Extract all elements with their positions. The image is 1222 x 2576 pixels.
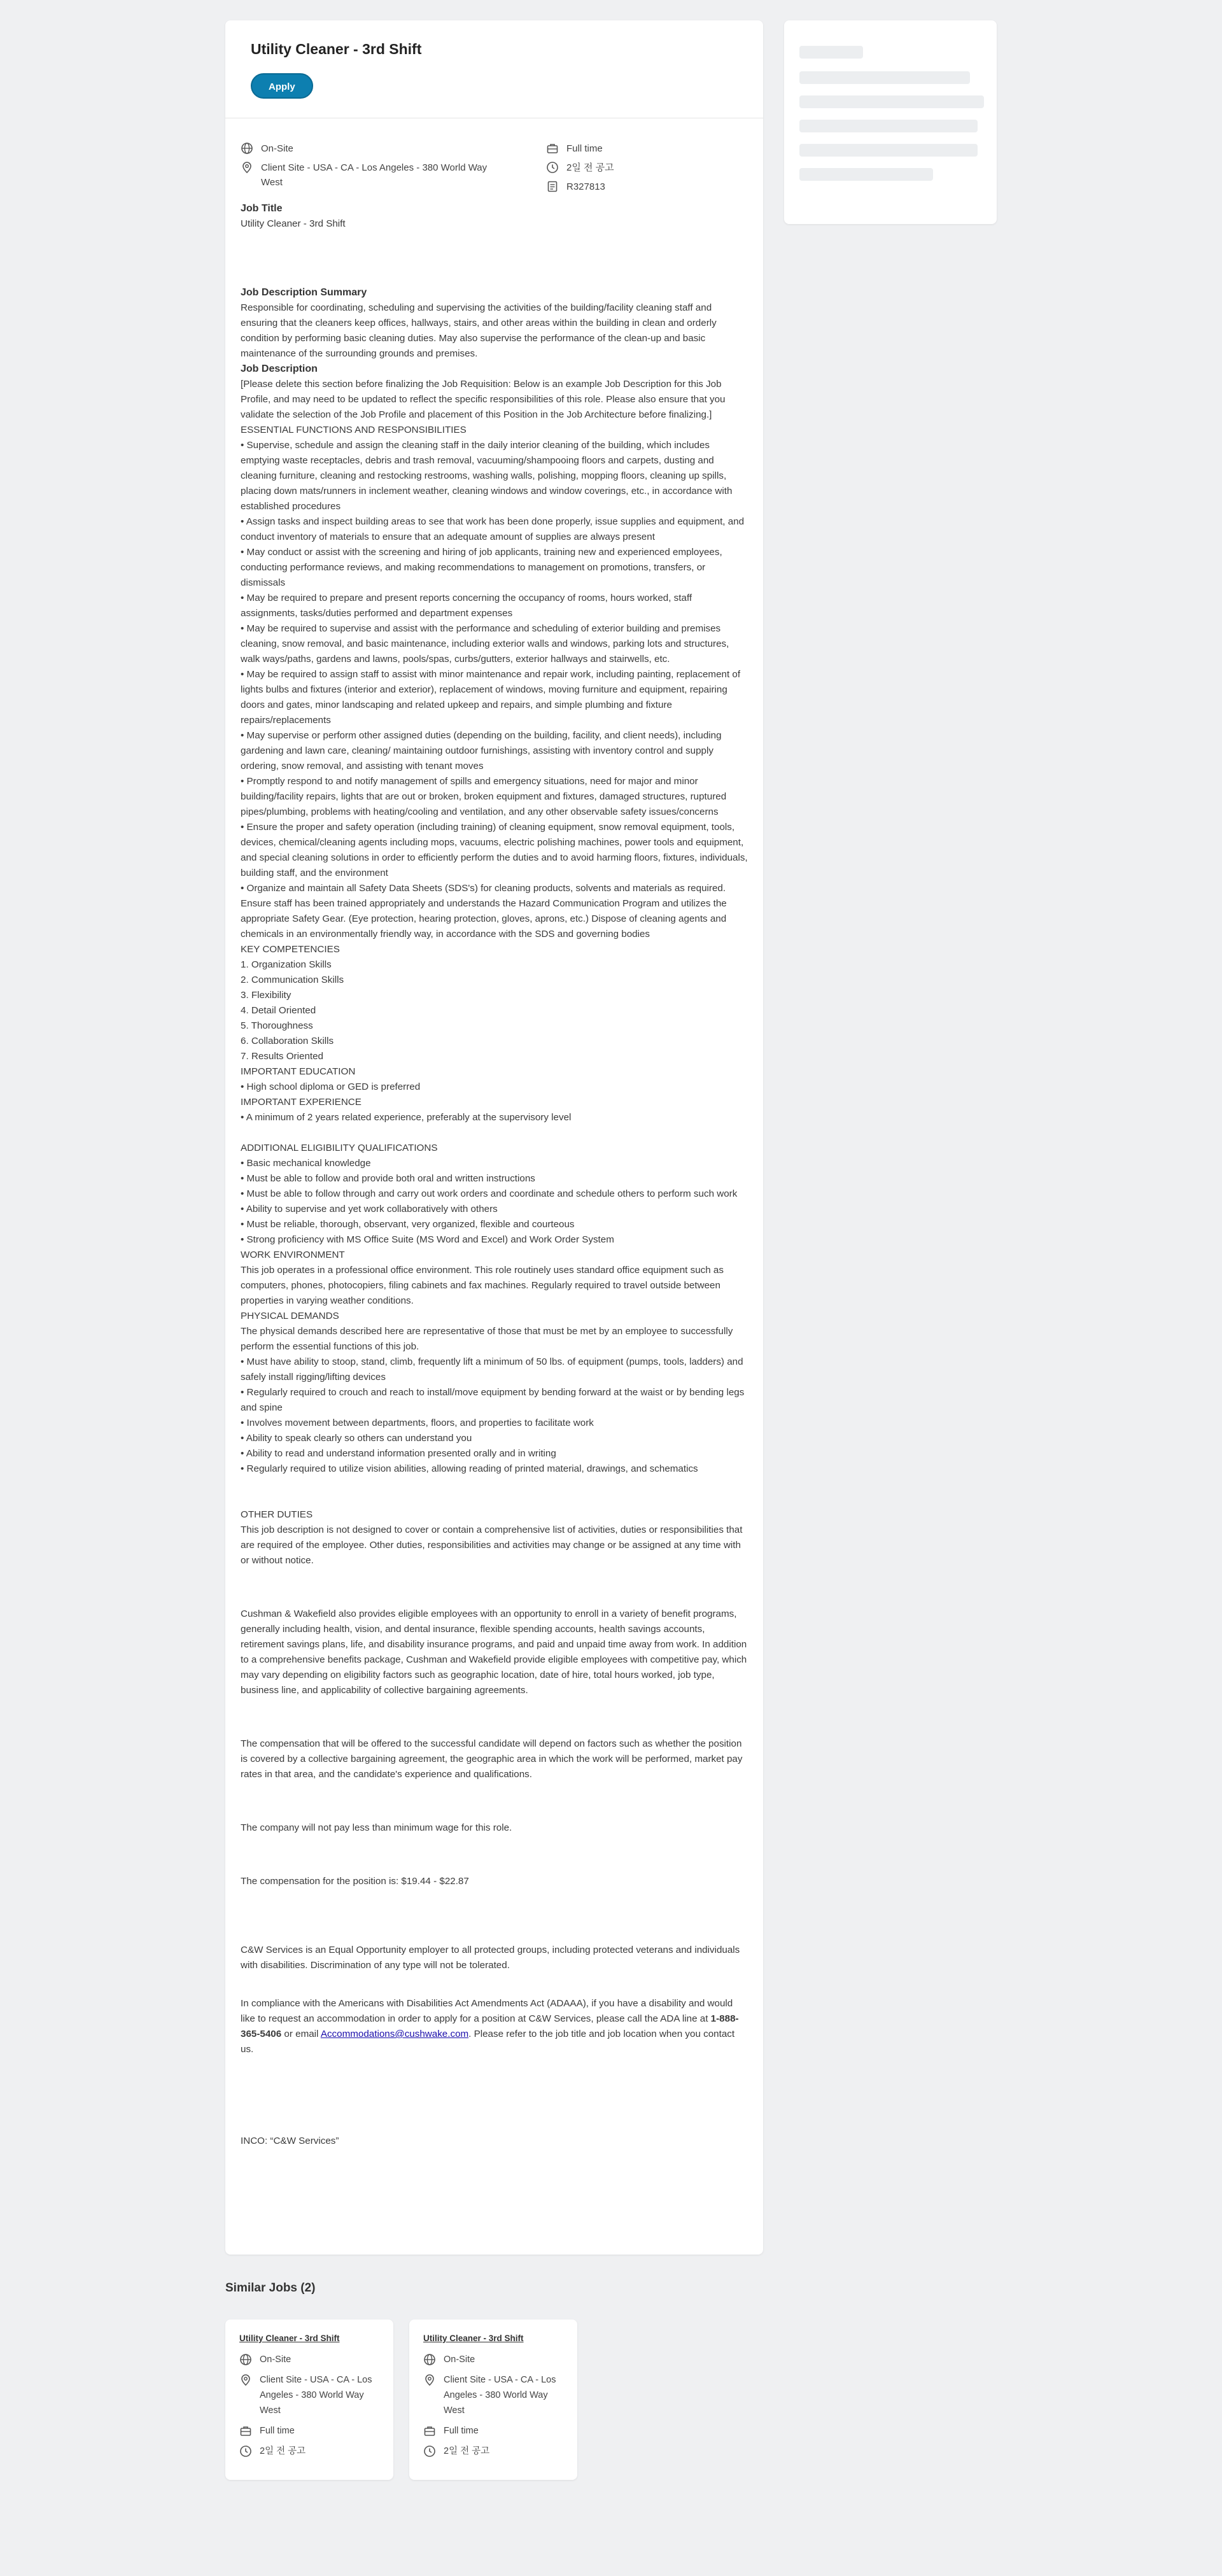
inco-text: INCO: “C&W Services”	[241, 2136, 339, 2146]
description-line: 6. Collaboration Skills	[241, 1036, 334, 1046]
description-line: • High school diploma or GED is preferred	[241, 1081, 421, 1092]
ada-phone[interactable]: 1-888-365-5406	[241, 2013, 739, 2039]
description-line: • Regularly required to crouch and reach to install/move equipment by bending forward at the waist or by bending legs and spine	[241, 1387, 745, 1413]
description-line: • Must be able to follow and provide both oral and written instructions	[241, 1173, 535, 1184]
meta-location-type	[241, 141, 293, 156]
similar-job-location-type	[239, 2352, 379, 2367]
description-line: • Must be able to follow through and carry out work orders and coordinate and schedule others to perform such work	[241, 1188, 738, 1199]
compensation-text: The compensation that will be offered to the successful candidate will depend on factors such as whether the position is covered by a collective bargaining agreement, the geographic area in which the work will be performed, market pay rates in that area, and the candidate's experience and qualifications.	[241, 1738, 743, 1780]
similar-job-location	[239, 2372, 379, 2418]
description-line: • May be required to assign staff to assist with minor maintenance and repair work, including painting, replacement of lights bulbs and fixtures (interior and exterior), replacement of windows, moving furniture and equipment, repairing doors and gates, minor landscaping and related upkeep and repairs, and simple plumbing and fixture repairs/replacements	[241, 669, 741, 726]
description-line: • Ensure the proper and safety operation (including training) of cleaning equipment, snow removal equipment, tools, devices, chemical/cleaning agents including mops, vacuums, electric polishing machines, power tools and equipment, and special cleaning solutions in order to efficiently perform the duties and to avoid harming floors, fixtures, individuals, building staff, and the environment	[241, 822, 748, 878]
description-line: • May be required to prepare and present reports concerning the occupancy of rooms, hours worked, staff assignments, tasks/duties performed and department expenses	[241, 593, 692, 619]
apply-button[interactable]: Apply	[251, 73, 313, 99]
clock-icon	[423, 2445, 436, 2458]
similar-job-title-link[interactable]: Utility Cleaner - 3rd Shift	[423, 2333, 524, 2343]
ada-text	[241, 1996, 748, 2057]
description-line: KEY COMPETENCIES	[241, 944, 340, 955]
location-text: Client Site - USA - CA - Los Angeles - 380 World Way West	[261, 162, 488, 188]
similar-job-posted	[423, 2444, 563, 2459]
side-loading-card	[784, 20, 997, 224]
similar-location-text: Client Site - USA - CA - Los Angeles - 380 World Way West	[260, 2375, 372, 2416]
description-line: • A minimum of 2 years related experience, preferably at the supervisory level	[241, 1112, 572, 1123]
skeleton-line	[799, 46, 863, 59]
skeleton-line	[799, 144, 978, 157]
description-line: • Ability to read and understand information presented orally and in writing	[241, 1448, 556, 1459]
skeleton-line	[799, 168, 933, 181]
description-line: • May be required to supervise and assist with the performance and scheduling of exterior building and premises cleaning, snow removal, and basic maintenance, including exterior walls and windows, parking lots and structures, walk ways/paths, gardens and lawns, pools/spas, curbs/gutters, exterior hallways and stairwells, etc.	[241, 623, 729, 665]
description-line: • Regularly required to utilize vision abilities, allowing reading of printed material, drawings, and schematics	[241, 1463, 698, 1474]
summary-heading: Job Description Summary	[241, 287, 367, 298]
briefcase-icon	[239, 2425, 252, 2437]
similar-jobs-heading: Similar Jobs (2)	[225, 2281, 316, 2295]
description-line: ADDITIONAL ELIGIBILITY QUALIFICATIONS	[241, 1143, 438, 1153]
similar-job-employment-type	[239, 2423, 379, 2439]
similar-posted-text: 2일 전 공고	[444, 2446, 490, 2456]
description-line: 3. Flexibility	[241, 990, 291, 1001]
similar-job-employment-type	[423, 2423, 563, 2439]
description-line: WORK ENVIRONMENT	[241, 1249, 345, 1260]
description-line: 2. Communication Skills	[241, 975, 344, 985]
description-line: IMPORTANT EDUCATION	[241, 1066, 356, 1077]
other-duties-text: This job description is not designed to cover or contain a comprehensive list of activities, duties or responsibilities that are required of the employee. Other duties, responsibilities and activities may change or be assigned at any time with or without notice.	[241, 1524, 743, 1566]
description-line: This job operates in a professional office environment. This role routinely uses standard office equipment such as computers, phones, photocopiers, filing cabinets and fax machines. Regularly required to travel outside between properties in varying weather conditions.	[241, 1265, 724, 1306]
job-detail-card	[225, 20, 763, 2255]
id-badge-icon	[546, 180, 559, 193]
description-line: • Strong proficiency with MS Office Suite (MS Word and Excel) and Work Order System	[241, 1234, 614, 1245]
description-line: • Promptly respond to and notify management of spills and emergency situations, need for major and minor building/facility repairs, lights that are out or broken, broken equipment and fixtures, damaged structures, ruptured pipes/plumbing, problems with heating/cooling and ventilation, and any other observable safety issues/concerns	[241, 776, 727, 817]
description-line: • Involves movement between departments, floors, and properties to facilitate work	[241, 1418, 594, 1428]
job-title: Utility Cleaner - 3rd Shift	[251, 41, 422, 57]
meta-employment-type	[546, 141, 603, 156]
other-duties-heading: OTHER DUTIES	[241, 1509, 313, 1520]
similar-location-type-text: On-Site	[444, 2354, 475, 2365]
job-description-heading: Job Description	[241, 363, 318, 374]
description-line: • Must have ability to stoop, stand, climb, frequently lift a minimum of 50 lbs. of equipment (pumps, tools, ladders) and safely install rigging/lifting devices	[241, 1356, 743, 1383]
job-header	[225, 20, 763, 118]
min-wage-text: The company will not pay less than minimum wage for this role.	[241, 1822, 512, 1833]
similar-job-title-link[interactable]: Utility Cleaner - 3rd Shift	[239, 2333, 340, 2343]
similar-posted-text: 2일 전 공고	[260, 2446, 306, 2456]
description-line: The physical demands described here are representative of those that must be met by an employee to successfully perform the essential functions of this job.	[241, 1326, 733, 1352]
briefcase-icon	[423, 2425, 436, 2437]
map-pin-icon	[241, 161, 253, 174]
description-line: ESSENTIAL FUNCTIONS AND RESPONSIBILITIES	[241, 425, 467, 435]
similar-location-type-text: On-Site	[260, 2354, 291, 2365]
description-line: • Must be reliable, thorough, observant, very organized, flexible and courteous	[241, 1219, 575, 1230]
job-meta	[225, 118, 763, 195]
similar-employment-type-text: Full time	[260, 2426, 295, 2436]
job-title-label: Job Title	[241, 203, 283, 214]
job-description	[225, 201, 763, 2149]
compensation-range-text: The compensation for the position is: $19.44 - $22.87	[241, 1876, 469, 1887]
description-line: IMPORTANT EXPERIENCE	[241, 1097, 362, 1108]
description-line: • Ability to supervise and yet work collaboratively with others	[241, 1204, 498, 1214]
summary-text: Responsible for coordinating, scheduling and supervising the activities of the building/facility cleaning staff and ensuring that the cleaners keep offices, hallways, stairs, and other areas within the building in clean and orderly condition by performing basic cleaning duties. May also supervise the performance of the clean-up and basic maintenance of the surrounding grounds and premises.	[241, 302, 717, 359]
similar-job-posted	[239, 2444, 379, 2459]
similar-job-card[interactable]	[409, 2319, 577, 2480]
similar-job-location	[423, 2372, 563, 2418]
posted-text: 2일 전 공고	[566, 162, 614, 173]
ada-text-mid: or email	[281, 2029, 321, 2039]
location-type-text: On-Site	[261, 143, 293, 154]
meta-location	[241, 160, 489, 190]
ada-email-link[interactable]: Accommodations@cushwake.com	[320, 2029, 469, 2039]
description-line: • Supervise, schedule and assign the cleaning staff in the daily interior cleaning of the building, which includes emptying waste receptacles, debris and trash removal, vacuuming/shampooing floors and carpets, dusting and cleaning furniture, cleaning and restocking restrooms, washing walls, polishing, mopping floors, cleaning up spills, placing down mats/runners in inclement weather, cleaning windows and window coverings, etc., in accordance with established procedures	[241, 440, 733, 512]
meta-posted	[546, 160, 614, 175]
description-line: 5. Thoroughness	[241, 1020, 313, 1031]
skeleton-line	[799, 95, 984, 108]
globe-icon	[239, 2353, 252, 2366]
briefcase-icon	[546, 142, 559, 155]
description-line: • Basic mechanical knowledge	[241, 1158, 371, 1169]
map-pin-icon	[423, 2374, 436, 2386]
map-pin-icon	[239, 2374, 252, 2386]
skeleton-line	[799, 71, 970, 84]
employment-type-text: Full time	[566, 143, 603, 154]
description-line: 1. Organization Skills	[241, 959, 332, 970]
globe-icon	[241, 142, 253, 155]
description-line: [Please delete this section before finalizing the Job Requisition: Below is an example Job Description for this Job Profile, and may need to be updated to reflect the specific responsibilities of this role. Please also ensure that you validate the selection of the Job Profile and placement of this Position in the Job Architecture before finalizing.]	[241, 379, 726, 420]
eeo-text: C&W Services is an Equal Opportunity employer to all protected groups, including protected veterans and individuals with disabilities. Discrimination of any type will not be tolerated.	[241, 1945, 740, 1971]
ada-text-post: . Please refer to the job title and job location when you contact us.	[241, 2029, 735, 2055]
similar-job-card[interactable]	[225, 2319, 393, 2480]
description-line: PHYSICAL DEMANDS	[241, 1311, 339, 1321]
description-line: • May conduct or assist with the screening and hiring of job applicants, training new and experienced employees, conducting performance reviews, and making recommendations to management on promotions, transfers, or dismissals	[241, 547, 722, 588]
description-lines-2	[241, 1141, 748, 1477]
description-line: • Assign tasks and inspect building areas to see that work has been done properly, issue supplies and equipment, and conduct inventory of materials to ensure that an adequate amount of supplies are always present	[241, 516, 745, 542]
skeleton-line	[799, 120, 978, 132]
description-line: • Ability to speak clearly so others can understand you	[241, 1433, 472, 1444]
clock-icon	[239, 2445, 252, 2458]
meta-req-id	[546, 179, 605, 194]
description-line: 7. Results Oriented	[241, 1051, 323, 1062]
description-line: • Organize and maintain all Safety Data Sheets (SDS's) for cleaning products, solvents and materials as required. Ensure staff has been trained appropriately and understands the Hazard Communication Program and utilizes the appropriate Safety Gear. (Eye protection, hearing protection, gloves, aprons, etc.) Dispose of cleaning agents and chemicals in an environmentally friendly way, in accordance with the SDS and governing bodies	[241, 883, 727, 940]
req-id-text: R327813	[566, 181, 605, 192]
clock-icon	[546, 161, 559, 174]
description-lines	[241, 377, 748, 1125]
ada-text-pre: In compliance with the Americans with Disabilities Act Amendments Act (ADAAA), if you have a disability and would like to request an accommodation in order to apply for a position at C&W Services, please call the ADA line at	[241, 1998, 733, 2024]
job-title-value: Utility Cleaner - 3rd Shift	[241, 218, 346, 229]
benefits-text: Cushman & Wakefield also provides eligible employees with an opportunity to enroll in a variety of benefit programs, generally including health, vision, and dental insurance, flexible spending accounts, health savings accounts, retirement savings plans, life, and disability insurance programs, and paid and unpaid time away from work. In addition to a comprehensive benefits package, Cushman and Wakefield provide eligible employees with competitive pay, which may vary depending on eligibility factors such as geographic location, date of hire, total hours worked, job type, business line, and applicability of collective bargaining agreements.	[241, 1608, 747, 1696]
globe-icon	[423, 2353, 436, 2366]
similar-job-location-type	[423, 2352, 563, 2367]
similar-location-text: Client Site - USA - CA - Los Angeles - 380 World Way West	[444, 2375, 556, 2416]
similar-employment-type-text: Full time	[444, 2426, 479, 2436]
description-line: 4. Detail Oriented	[241, 1005, 316, 1016]
description-line: • May supervise or perform other assigned duties (depending on the building, facility, and client needs), including gardening and lawn care, cleaning/ maintaining outdoor furnishings, assisting with inventory control and supply ordering, snow removal, and assisting with tenant moves	[241, 730, 722, 771]
